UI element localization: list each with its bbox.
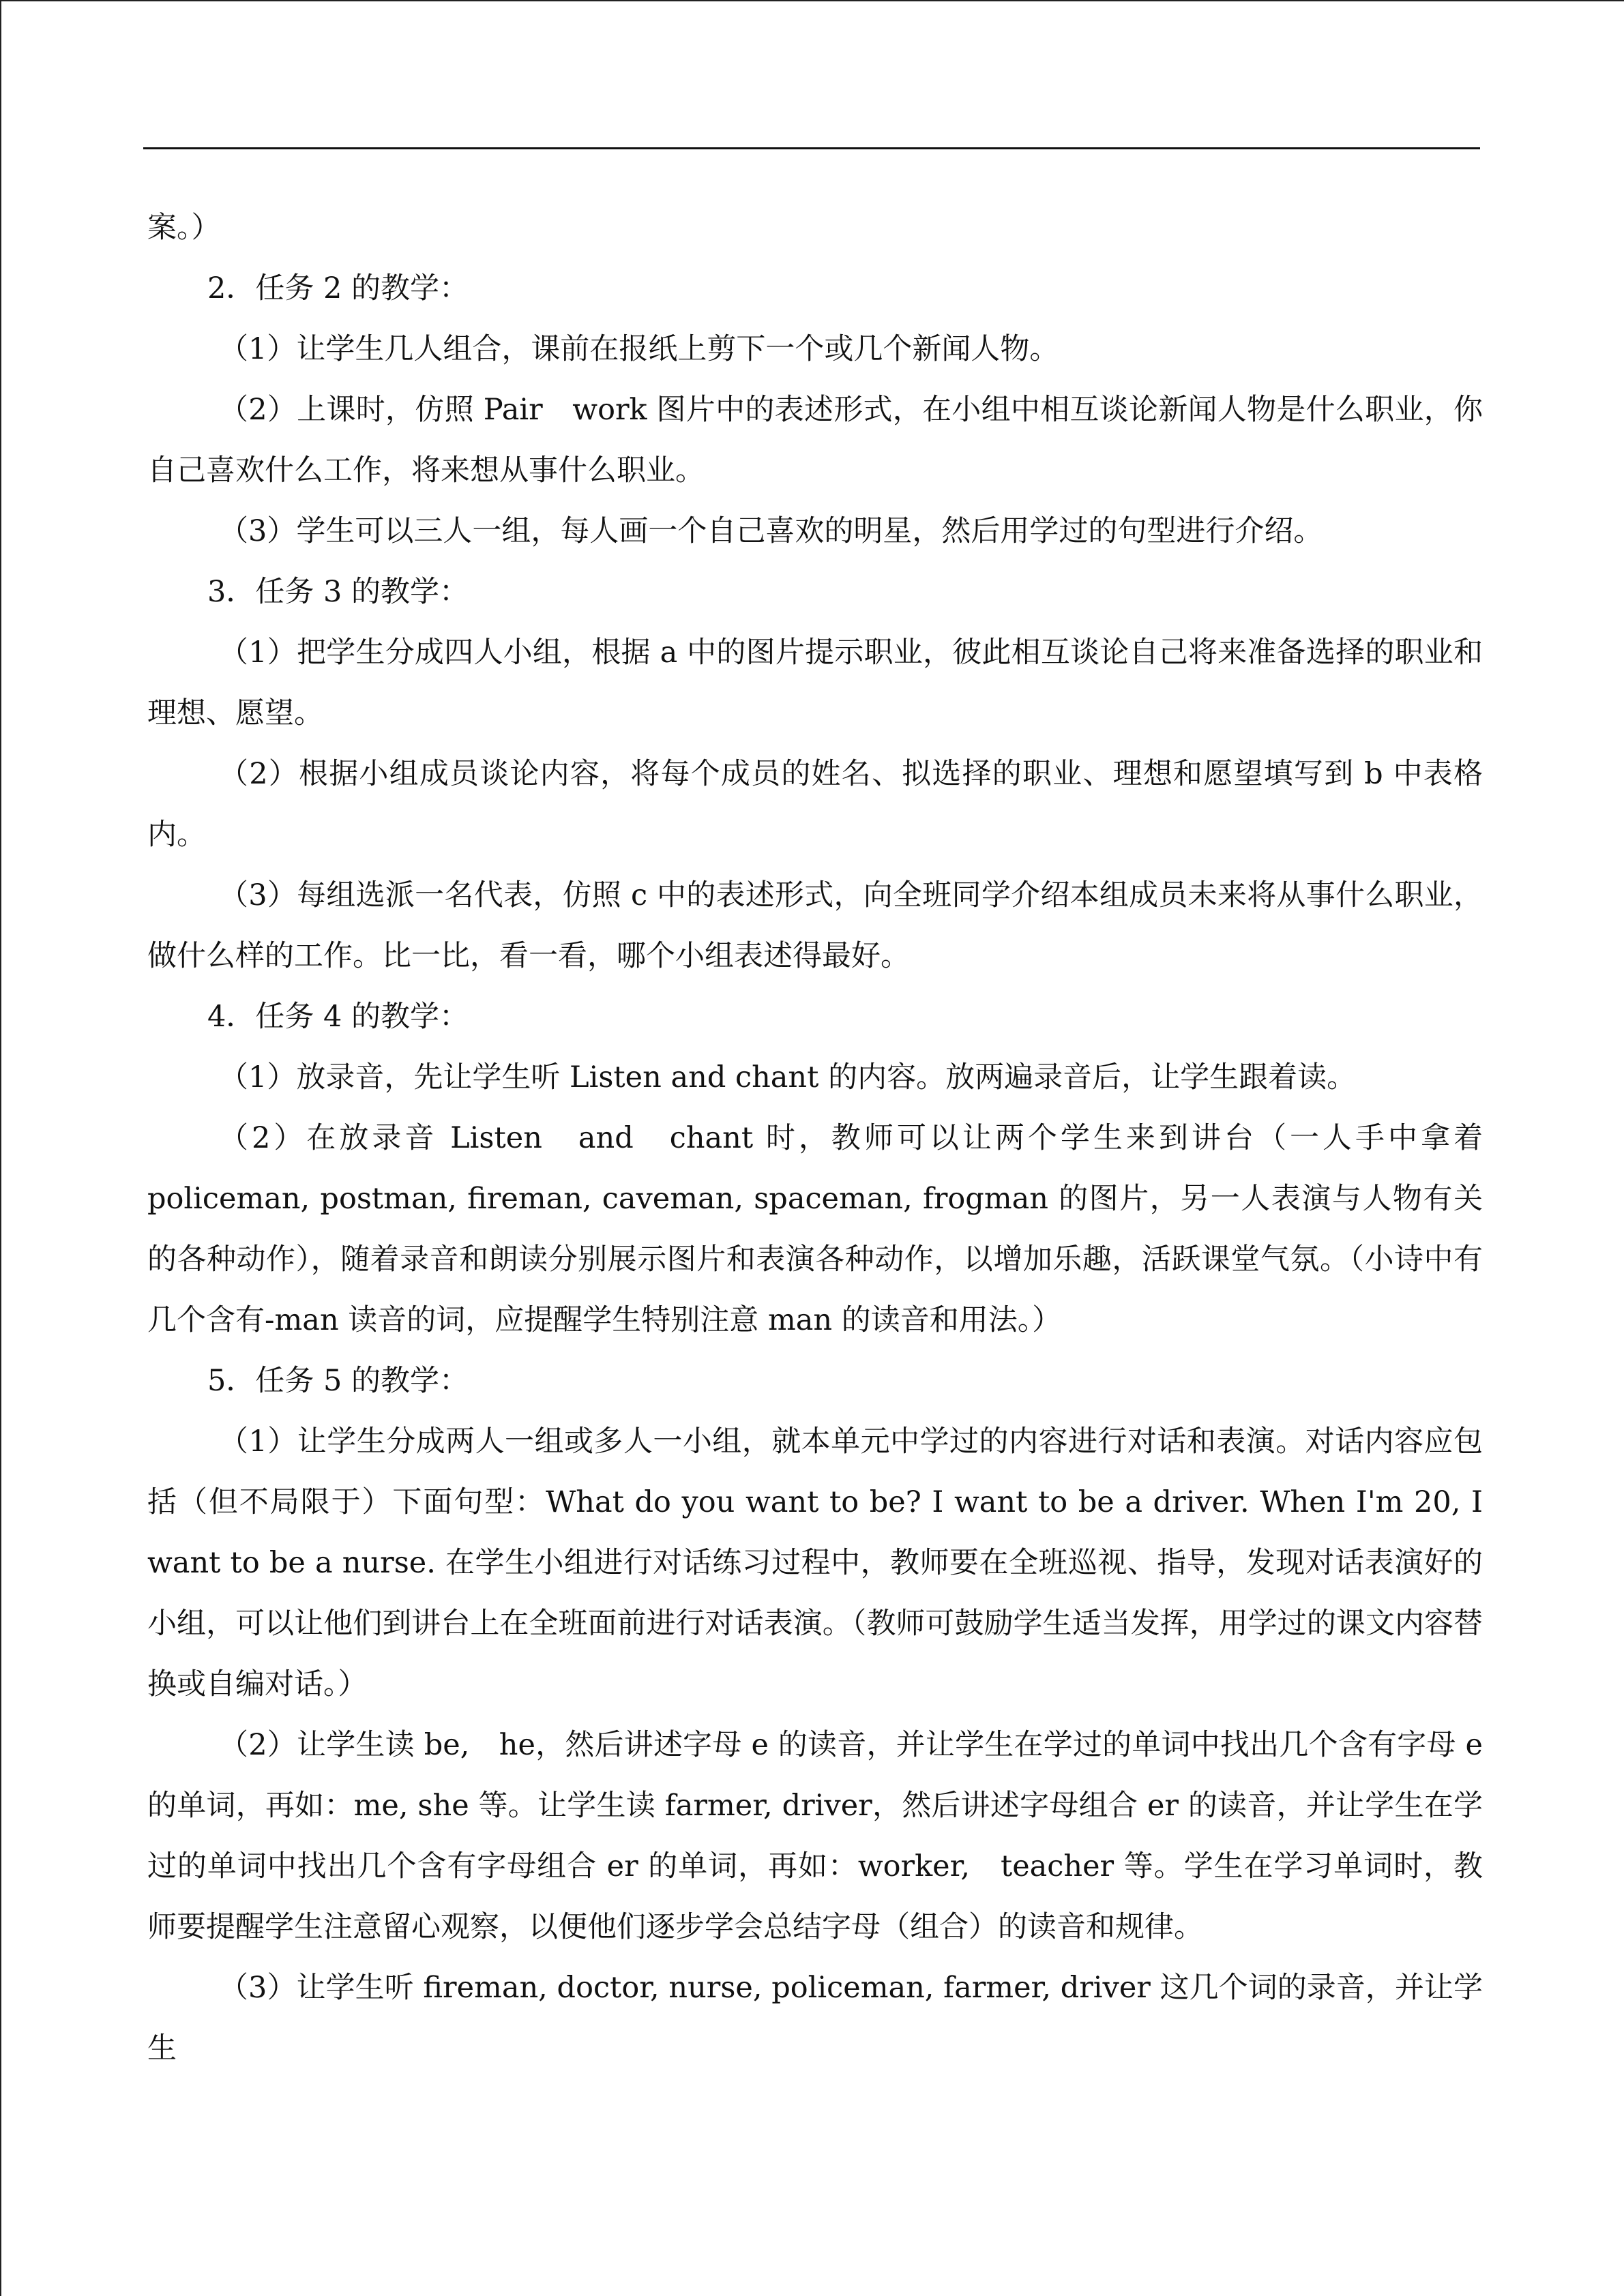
task-3-item-3: （3）每组选派一名代表，仿照 c 中的表述形式，向全班同学介绍本组成员未来将从事什么职业，做什么样的工作。比一比，看一看，哪个小组表述得最好。 bbox=[147, 878, 1483, 973]
task-2-heading: 2．任务 2 的教学： bbox=[207, 271, 469, 305]
task-4-heading: 4．任务 4 的教学： bbox=[207, 1000, 469, 1034]
task-2-item-3: （3）学生可以三人一组，每人画一个自己喜欢的明星，然后用学过的句型进行介绍。 bbox=[219, 514, 1323, 548]
document-body bbox=[147, 198, 1483, 2079]
task-5-item-3: （3）让学生听 fireman, doctor, nurse, policeman, farmer, driver 这几个词的录音，并让学生 bbox=[147, 1971, 1483, 2066]
paragraph-continuation: 案。） bbox=[147, 211, 221, 245]
task-5-item-1: （1）让学生分成两人一组或多人一小组，就本单元中学过的内容进行对话和表演。对话内容应包括（但不局限于）下面句型：What do you want to be? I want to be a driver. When I'm 20, I want to be a nurse. 在学生小组进行对话练习过程中，教师要在全班巡视、指导，发现对话表演好的小组，可以让他们到讲台上在全班面前进行对话表演。（教师可鼓励学生适当发挥，用学过的课文内容替换或自编对话。） bbox=[147, 1425, 1483, 1701]
task-4-item-2: （2）在放录音 Listen and chant 时，教师可以让两个学生来到讲台（一人手中拿着 policeman, postman, fireman, caveman, spaceman, frogman 的图片，另一人表演与人物有关的各种动作），随着录音和朗读分别展示图片和表演各种动作，以增加乐趣，活跃课堂气氛。（小诗中有几个含有-man 读音的词，应提醒学生特别注意 man 的读音和用法。） bbox=[147, 1121, 1483, 1337]
task-3-item-1: （1）把学生分成四人小组，根据 a 中的图片提示职业，彼此相互谈论自己将来准备选择的职业和理想、愿望。 bbox=[147, 636, 1483, 730]
task-3-item-2: （2）根据小组成员谈论内容，将每个成员的姓名、拟选择的职业、理想和愿望填写到 b 中表格内。 bbox=[147, 757, 1483, 852]
task-2-item-2: （2）上课时，仿照 Pair work 图片中的表述形式，在小组中相互谈论新闻人物是什么职业，你自己喜欢什么工作，将来想从事什么职业。 bbox=[147, 393, 1483, 488]
task-2-item-1: （1）让学生几人组合，课前在报纸上剪下一个或几个新闻人物。 bbox=[219, 332, 1059, 366]
task-5-heading: 5．任务 5 的教学： bbox=[207, 1364, 469, 1398]
task-5-item-2: （2）让学生读 be, he，然后讲述字母 e 的读音，并让学生在学过的单词中找出几个含有字母 e 的单词，再如：me, she 等。让学生读 farmer, driver，然后讲述字母组合 er 的读音，并让学生在学过的单词中找出几个含有字母组合 er 的单词，再如：worker, teacher 等。学生在学习单词时，教师要提醒学生注意留心观察，以便他们逐步学会总结字母（组合）的读音和规律。 bbox=[147, 1728, 1483, 1944]
task-3-heading: 3．任务 3 的教学： bbox=[207, 575, 469, 609]
task-4-item-1: （1）放录音，先让学生听 Listen and chant 的内容。放两遍录音后，让学生跟着读。 bbox=[219, 1060, 1357, 1094]
header-rule bbox=[143, 147, 1480, 149]
